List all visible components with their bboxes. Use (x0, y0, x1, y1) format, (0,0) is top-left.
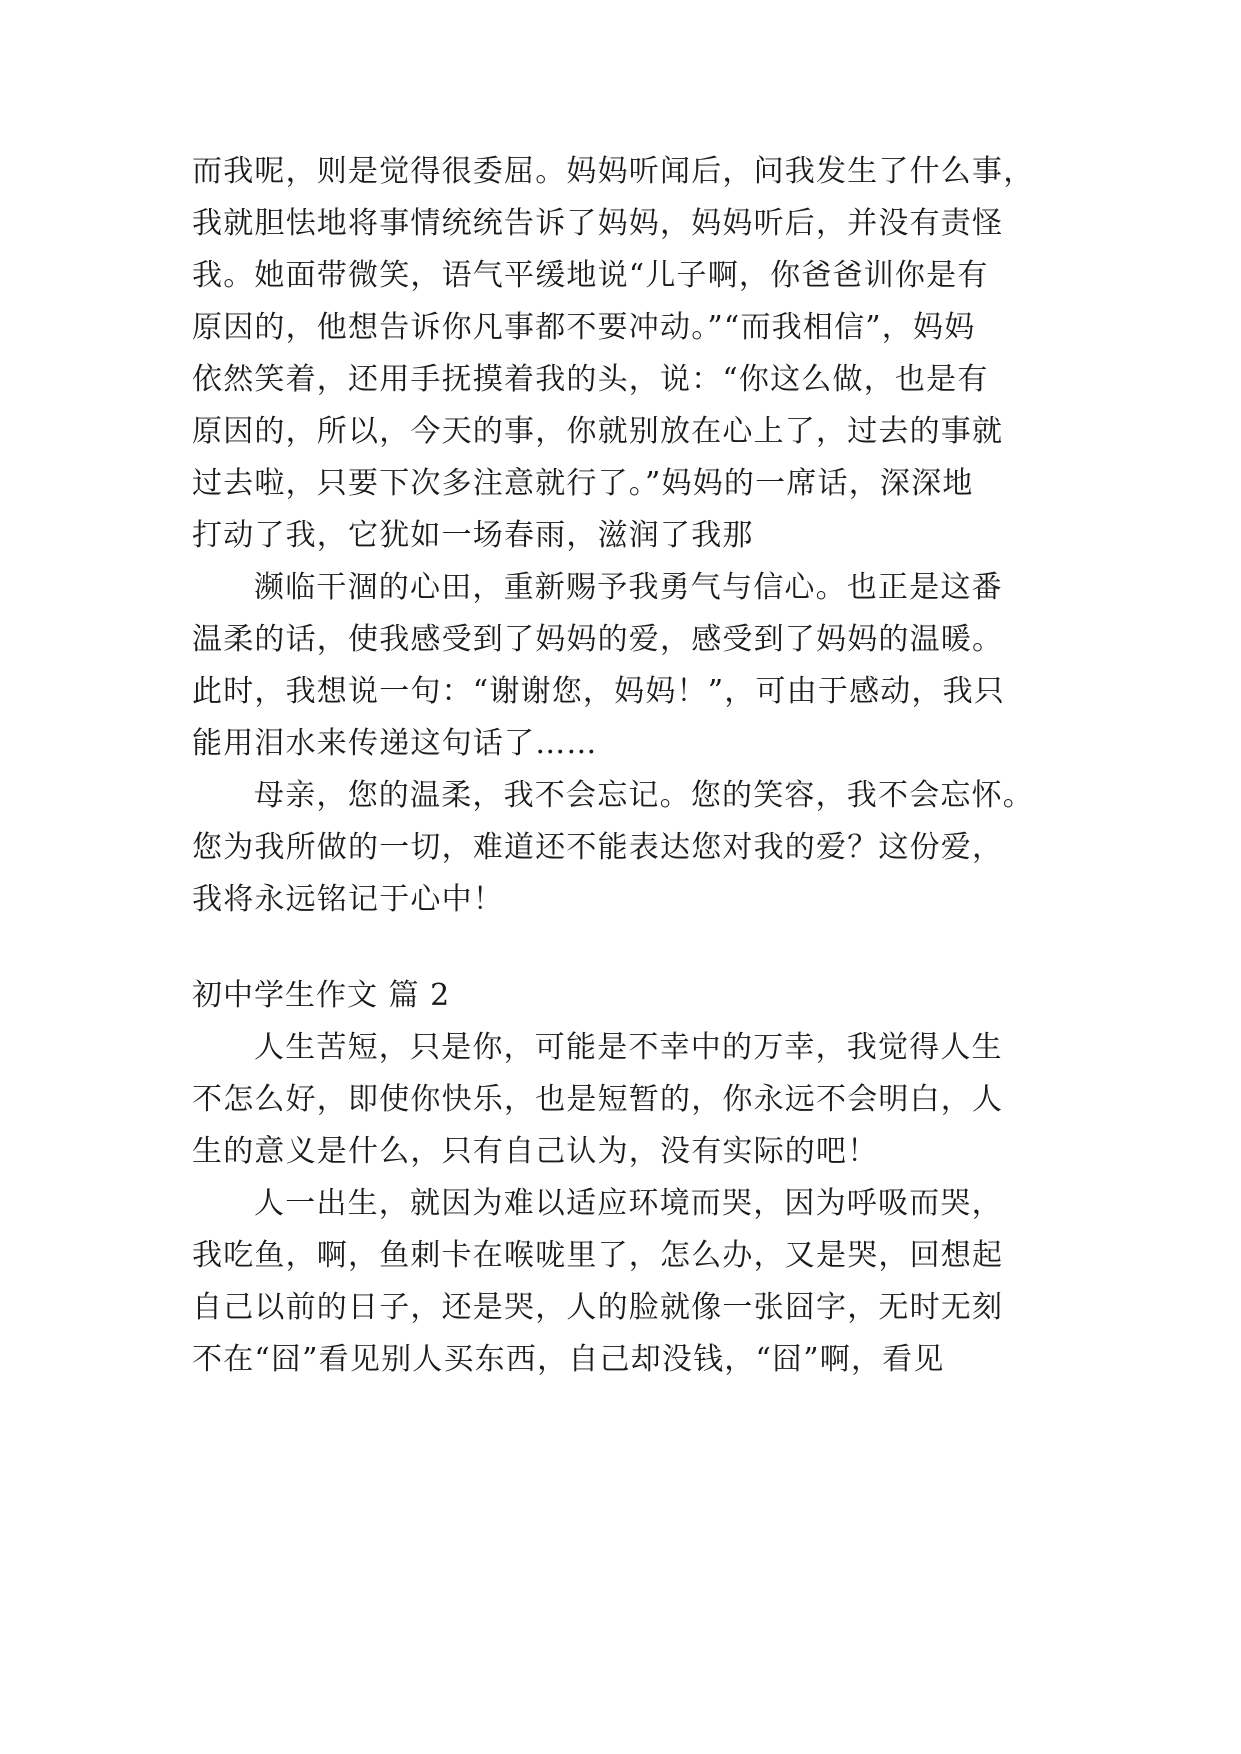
text-line: 而我呢，则是觉得很委屈。妈妈听闻后，问我发生了什么事， (192, 154, 1035, 189)
text-line: 原因的，他想告诉你凡事都不要冲动。”“而我相信”，妈妈 (192, 310, 976, 345)
text-line: 能用泪水来传递这句话了…… (192, 726, 598, 761)
text-line: 生的意义是什么，只有自己认为，没有实际的吧！ (192, 1134, 879, 1169)
text-line: 打动了我，它犹如一场春雨，滋润了我那 (192, 518, 754, 553)
text-line: 过去啦，只要下次多注意就行了。”妈妈的一席话，深深地 (192, 466, 974, 501)
text-line: 不在“囧”看见别人买东西，自己却没钱，“囧”啊，看见 (192, 1342, 945, 1377)
text-line: 我将永远铭记于心中！ (192, 882, 504, 917)
text-line: 人生苦短，只是你，可能是不幸中的万幸，我觉得人生 (254, 1030, 1003, 1065)
section-heading: 初中学生作文 篇 2 (192, 978, 451, 1013)
text-line: 人一出生，就因为难以适应环境而哭，因为呼吸而哭， (254, 1186, 1003, 1221)
text-line: 濒临干涸的心田，重新赐予我勇气与信心。也正是这番 (254, 570, 1003, 605)
text-line: 依然笑着，还用手抚摸着我的头，说：“你这么做，也是有 (192, 362, 989, 397)
text-line: 温柔的话，使我感受到了妈妈的爱，感受到了妈妈的温暖。 (192, 622, 1004, 657)
text-line: 我就胆怯地将事情统统告诉了妈妈，妈妈听后，并没有责怪 (192, 206, 1004, 241)
text-line: 不怎么好，即使你快乐，也是短暂的，你永远不会明白，人 (192, 1082, 1004, 1117)
text-line: 母亲，您的温柔，我不会忘记。您的笑容，我不会忘怀。 (254, 778, 1034, 813)
text-line: 您为我所做的一切，难道还不能表达您对我的爱？这份爱， (192, 830, 1004, 865)
text-line: 原因的，所以，今天的事，你就别放在心上了，过去的事就 (192, 414, 1004, 449)
text-line: 我吃鱼，啊，鱼刺卡在喉咙里了，怎么办，又是哭，回想起 (192, 1238, 1004, 1273)
text-line: 我。她面带微笑，语气平缓地说“儿子啊，你爸爸训你是有 (192, 258, 989, 293)
text-line: 此时，我想说一句：“谢谢您，妈妈！”，可由于感动，我只 (192, 674, 1006, 709)
text-line: 自己以前的日子，还是哭，人的脸就像一张囧字，无时无刻 (192, 1290, 1004, 1325)
